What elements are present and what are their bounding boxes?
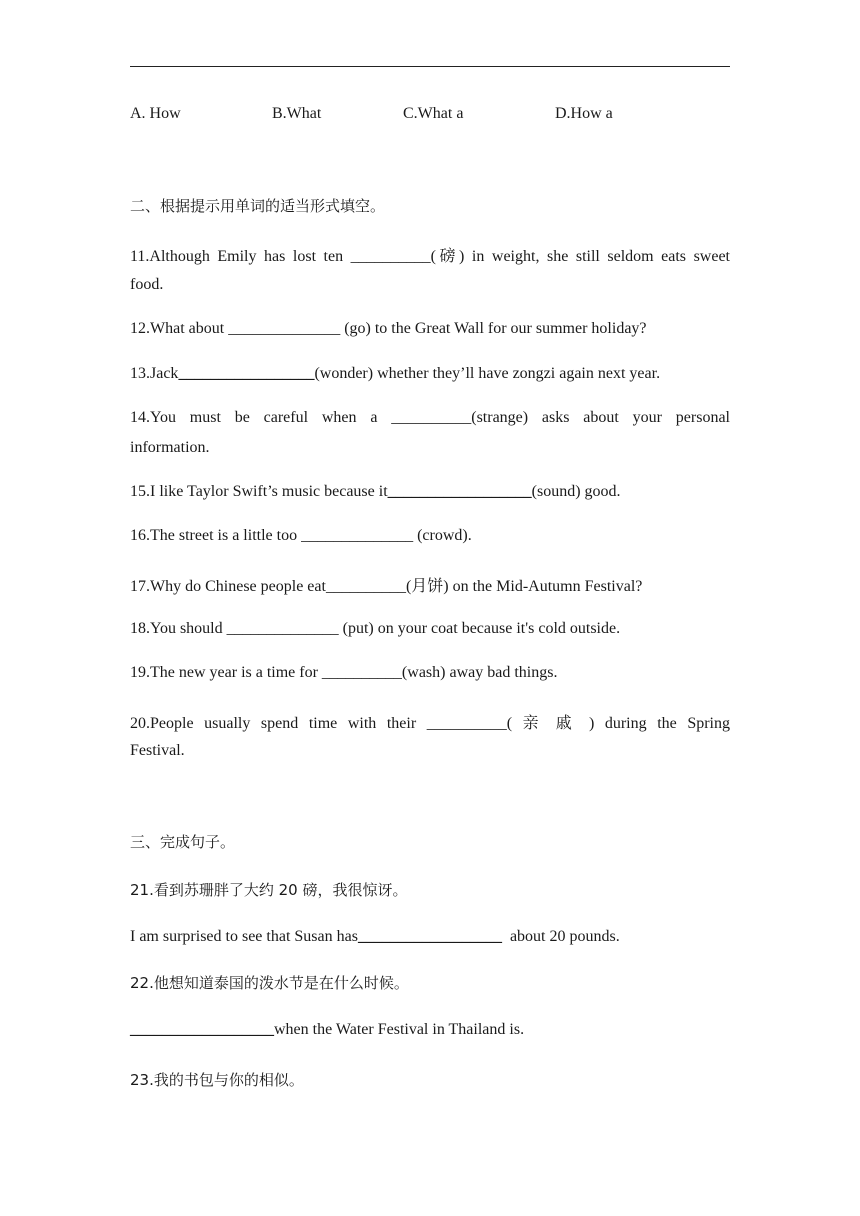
q15-blank: __________________ xyxy=(387,483,532,500)
question-19: 19.The new year is a time for __________(wash) away bad things. xyxy=(130,664,558,681)
section2-heading: 二、根据提示用单词的适当形式填空。 xyxy=(130,197,386,215)
question-14-line1: 14.You must be careful when a __________(strange) asks about your personal xyxy=(130,409,730,426)
q21-prefix: I am surprised to see that Susan has xyxy=(130,928,358,945)
top-rule xyxy=(130,66,730,67)
q15-suffix: (sound) good. xyxy=(531,483,621,500)
question-12: 12.What about ______________ (go) to the Great Wall for our summer holiday? xyxy=(130,320,647,337)
question-22-chinese: 22.他想知道泰国的泼水节是在什么时候。 xyxy=(130,974,409,992)
question-14-line2: information. xyxy=(130,439,210,456)
question-15 xyxy=(130,483,730,501)
question-13 xyxy=(130,365,730,383)
q22-suffix: when the Water Festival in Thailand is. xyxy=(274,1021,525,1038)
option-c: C.What a xyxy=(403,105,464,122)
question-21-chinese: 21.看到苏珊胖了大约 20 磅，我很惊讶。 xyxy=(130,881,408,899)
option-b: B.What xyxy=(272,105,322,122)
question-20-line2: Festival. xyxy=(130,742,185,759)
q21-blank: __________________ xyxy=(357,928,502,945)
section3-heading: 三、完成句子。 xyxy=(130,833,236,851)
question-11-line1: 11.Although Emily has lost ten __________(磅) in weight, she still seldom eats sweet xyxy=(130,248,730,265)
question-22-english xyxy=(130,1021,730,1039)
q13-prefix: 13.Jack xyxy=(130,365,179,382)
question-21-english xyxy=(130,928,730,946)
question-16: 16.The street is a little too ______________ (crowd). xyxy=(130,527,472,544)
question-18: 18.You should ______________ (put) on your coat because it's cold outside. xyxy=(130,620,621,637)
option-d: D.How a xyxy=(555,105,613,122)
q13-suffix: (wonder) whether they’ll have zongzi again next year. xyxy=(314,365,661,382)
question-17: 17.Why do Chinese people eat__________(月饼) on the Mid-Autumn Festival? xyxy=(130,578,643,595)
q22-blank: __________________ xyxy=(130,1021,274,1038)
question-23-chinese: 23.我的书包与你的相似。 xyxy=(130,1071,304,1089)
q15-prefix: 15.I like Taylor Swift’s music because it xyxy=(130,483,388,500)
q21-suffix: about 20 pounds. xyxy=(501,928,620,945)
question-11-line2: food. xyxy=(130,276,164,293)
q13-blank: _________________ xyxy=(178,365,315,382)
option-a: A. How xyxy=(130,105,181,122)
question-20-line1: 20.People usually spend time with their __________( 亲 戚 ) during the Spring xyxy=(130,715,730,732)
